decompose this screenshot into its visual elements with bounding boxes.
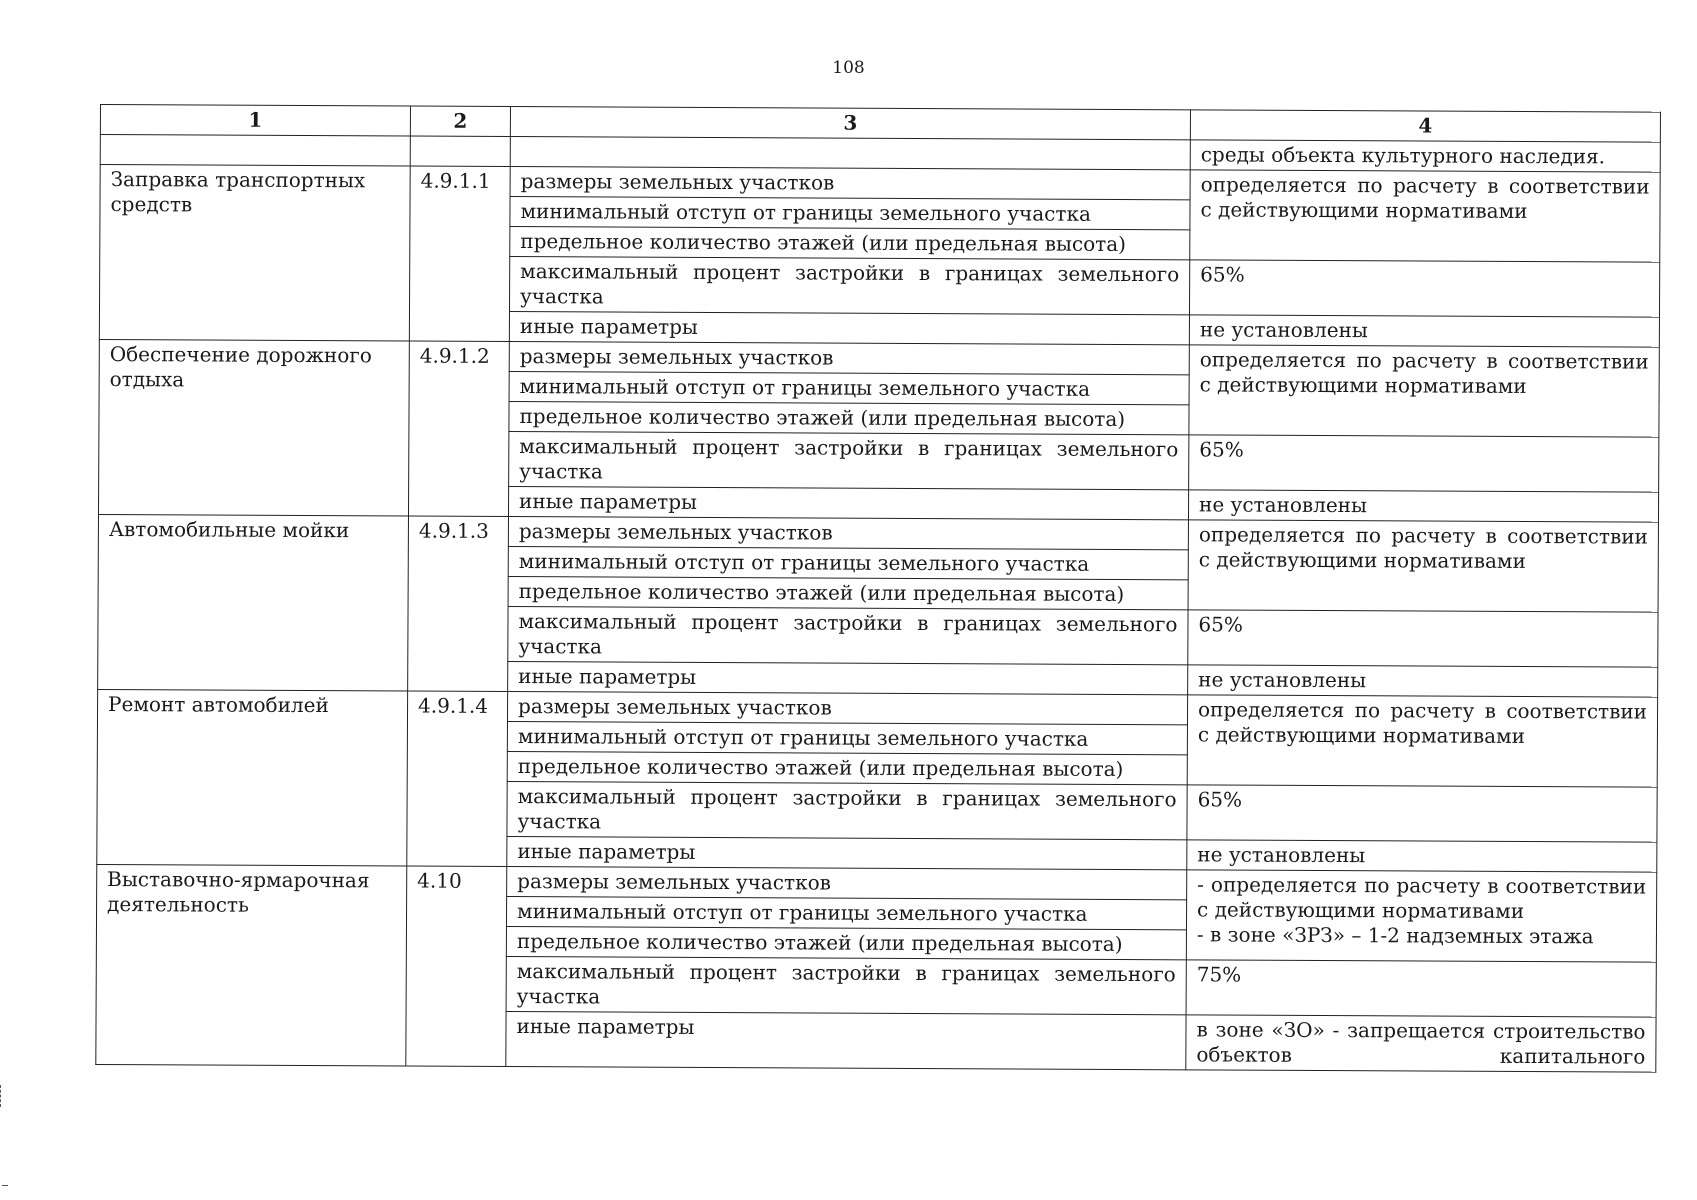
param-plot-size: размеры земельных участков (508, 517, 1188, 550)
value-coverage: 65% (1189, 260, 1659, 317)
use-type-name: Ремонт автомобилей (97, 689, 408, 866)
value-coverage: 65% (1188, 610, 1658, 667)
value-other: не установлены (1187, 840, 1657, 872)
use-type-code: 4.9.1.4 (407, 691, 508, 866)
param-min-setback: минимальный отступ от границы земельного участка (506, 896, 1186, 929)
use-type-code: 4.10 (406, 866, 507, 1066)
param-plot-size: размеры земельных участков (509, 342, 1189, 375)
document-table-wrapper (95, 104, 1660, 1073)
param-max-floors: предельное количество этажей (или предельная высота) (509, 402, 1189, 435)
scan-edge-mark (0, 1085, 4, 1107)
page-number: 108 (832, 58, 865, 78)
table-row (97, 689, 1657, 727)
param-other: иные параметры (509, 312, 1189, 345)
param-max-coverage: максимальный процент застройки в границах земельного участка (506, 956, 1186, 1014)
value-coverage: 75% (1186, 960, 1656, 1017)
value-coverage: 65% (1189, 435, 1659, 492)
use-type-name: Заправка транспортных средств (99, 165, 410, 342)
value-other-zo: в зоне «ЗО» - запрещается строительство объектов капитального (1186, 1015, 1656, 1072)
use-type-code: 4.9.1.3 (408, 516, 509, 691)
table-row (98, 514, 1658, 552)
value-by-calculation: определяется по расчету в соответствии с действующими нормативами (1188, 520, 1658, 612)
param-max-coverage: максимальный процент застройки в границах земельного участка (508, 607, 1188, 665)
param-max-floors: предельное количество этажей (или предельная высота) (510, 227, 1190, 260)
param-max-coverage: максимальный процент застройки в границах земельного участка (509, 432, 1189, 490)
param-min-setback: минимальный отступ от границы земельного участка (507, 721, 1187, 754)
value-by-calculation: определяется по расчету в соответствии с действующими нормативами (1187, 695, 1657, 787)
use-type-code: 4.9.1.1 (409, 166, 510, 341)
value-by-calculation-text: - определяется по расчету в соответствии с действующими нормативами (1197, 872, 1647, 923)
use-type-name: Выставочно-ярмарочная деятельность (96, 864, 407, 1066)
value-by-calculation: определяется по расчету в соответствии с действующими нормативами (1189, 345, 1659, 437)
table-row (99, 339, 1659, 377)
param-min-setback: минимальный отступ от границы земельного участка (509, 372, 1189, 405)
param-max-coverage: максимальный процент застройки в границах земельного участка (507, 781, 1187, 839)
param-max-floors: предельное количество этажей (или предельная высота) (508, 577, 1188, 610)
param-min-setback: минимальный отступ от границы земельного участка (508, 547, 1188, 580)
header-col-1: 1 (100, 105, 410, 137)
param-max-floors: предельное количество этажей (или предельная высота) (506, 926, 1186, 959)
param-max-floors: предельное количество этажей (или предельная высота) (507, 751, 1187, 784)
scan-edge-dot (2, 1185, 8, 1186)
land-use-parameters-table (95, 104, 1661, 1073)
param-plot-size: размеры земельных участков (507, 866, 1187, 899)
value-by-calculation (1186, 870, 1656, 962)
continuation-empty-3 (510, 137, 1190, 170)
header-col-4: 4 (1190, 110, 1660, 142)
value-coverage: 65% (1187, 785, 1657, 842)
param-other: иные параметры (506, 1011, 1186, 1069)
param-max-coverage: максимальный процент застройки в границах земельного участка (509, 257, 1189, 315)
param-other: иные параметры (508, 487, 1188, 520)
use-type-name: Обеспечение дорожного отдыха (98, 339, 409, 516)
value-other: не установлены (1188, 490, 1658, 522)
continuation-empty-2 (410, 136, 510, 166)
continuation-text: среды объекта культурного наследия. (1190, 140, 1660, 172)
header-col-2: 2 (410, 106, 510, 136)
param-other: иные параметры (508, 661, 1188, 694)
header-col-3: 3 (510, 107, 1190, 140)
table-row (97, 864, 1657, 902)
continuation-empty-1 (100, 135, 410, 167)
param-plot-size: размеры земельных участков (510, 167, 1190, 200)
param-plot-size: размеры земельных участков (507, 691, 1187, 724)
value-zrz-floors: - в зоне «ЗРЗ» – 1-2 надземных этажа (1196, 922, 1594, 949)
param-min-setback: минимальный отступ от границы земельного участка (510, 197, 1190, 230)
table-row (100, 165, 1660, 203)
param-other: иные параметры (507, 836, 1187, 869)
use-type-name: Автомобильные мойки (98, 514, 409, 691)
use-type-code: 4.9.1.2 (408, 341, 509, 516)
value-other: не установлены (1189, 315, 1659, 347)
value-by-calculation: определяется по расчету в соответствии с действующими нормативами (1190, 170, 1660, 262)
value-other: не установлены (1188, 665, 1658, 697)
